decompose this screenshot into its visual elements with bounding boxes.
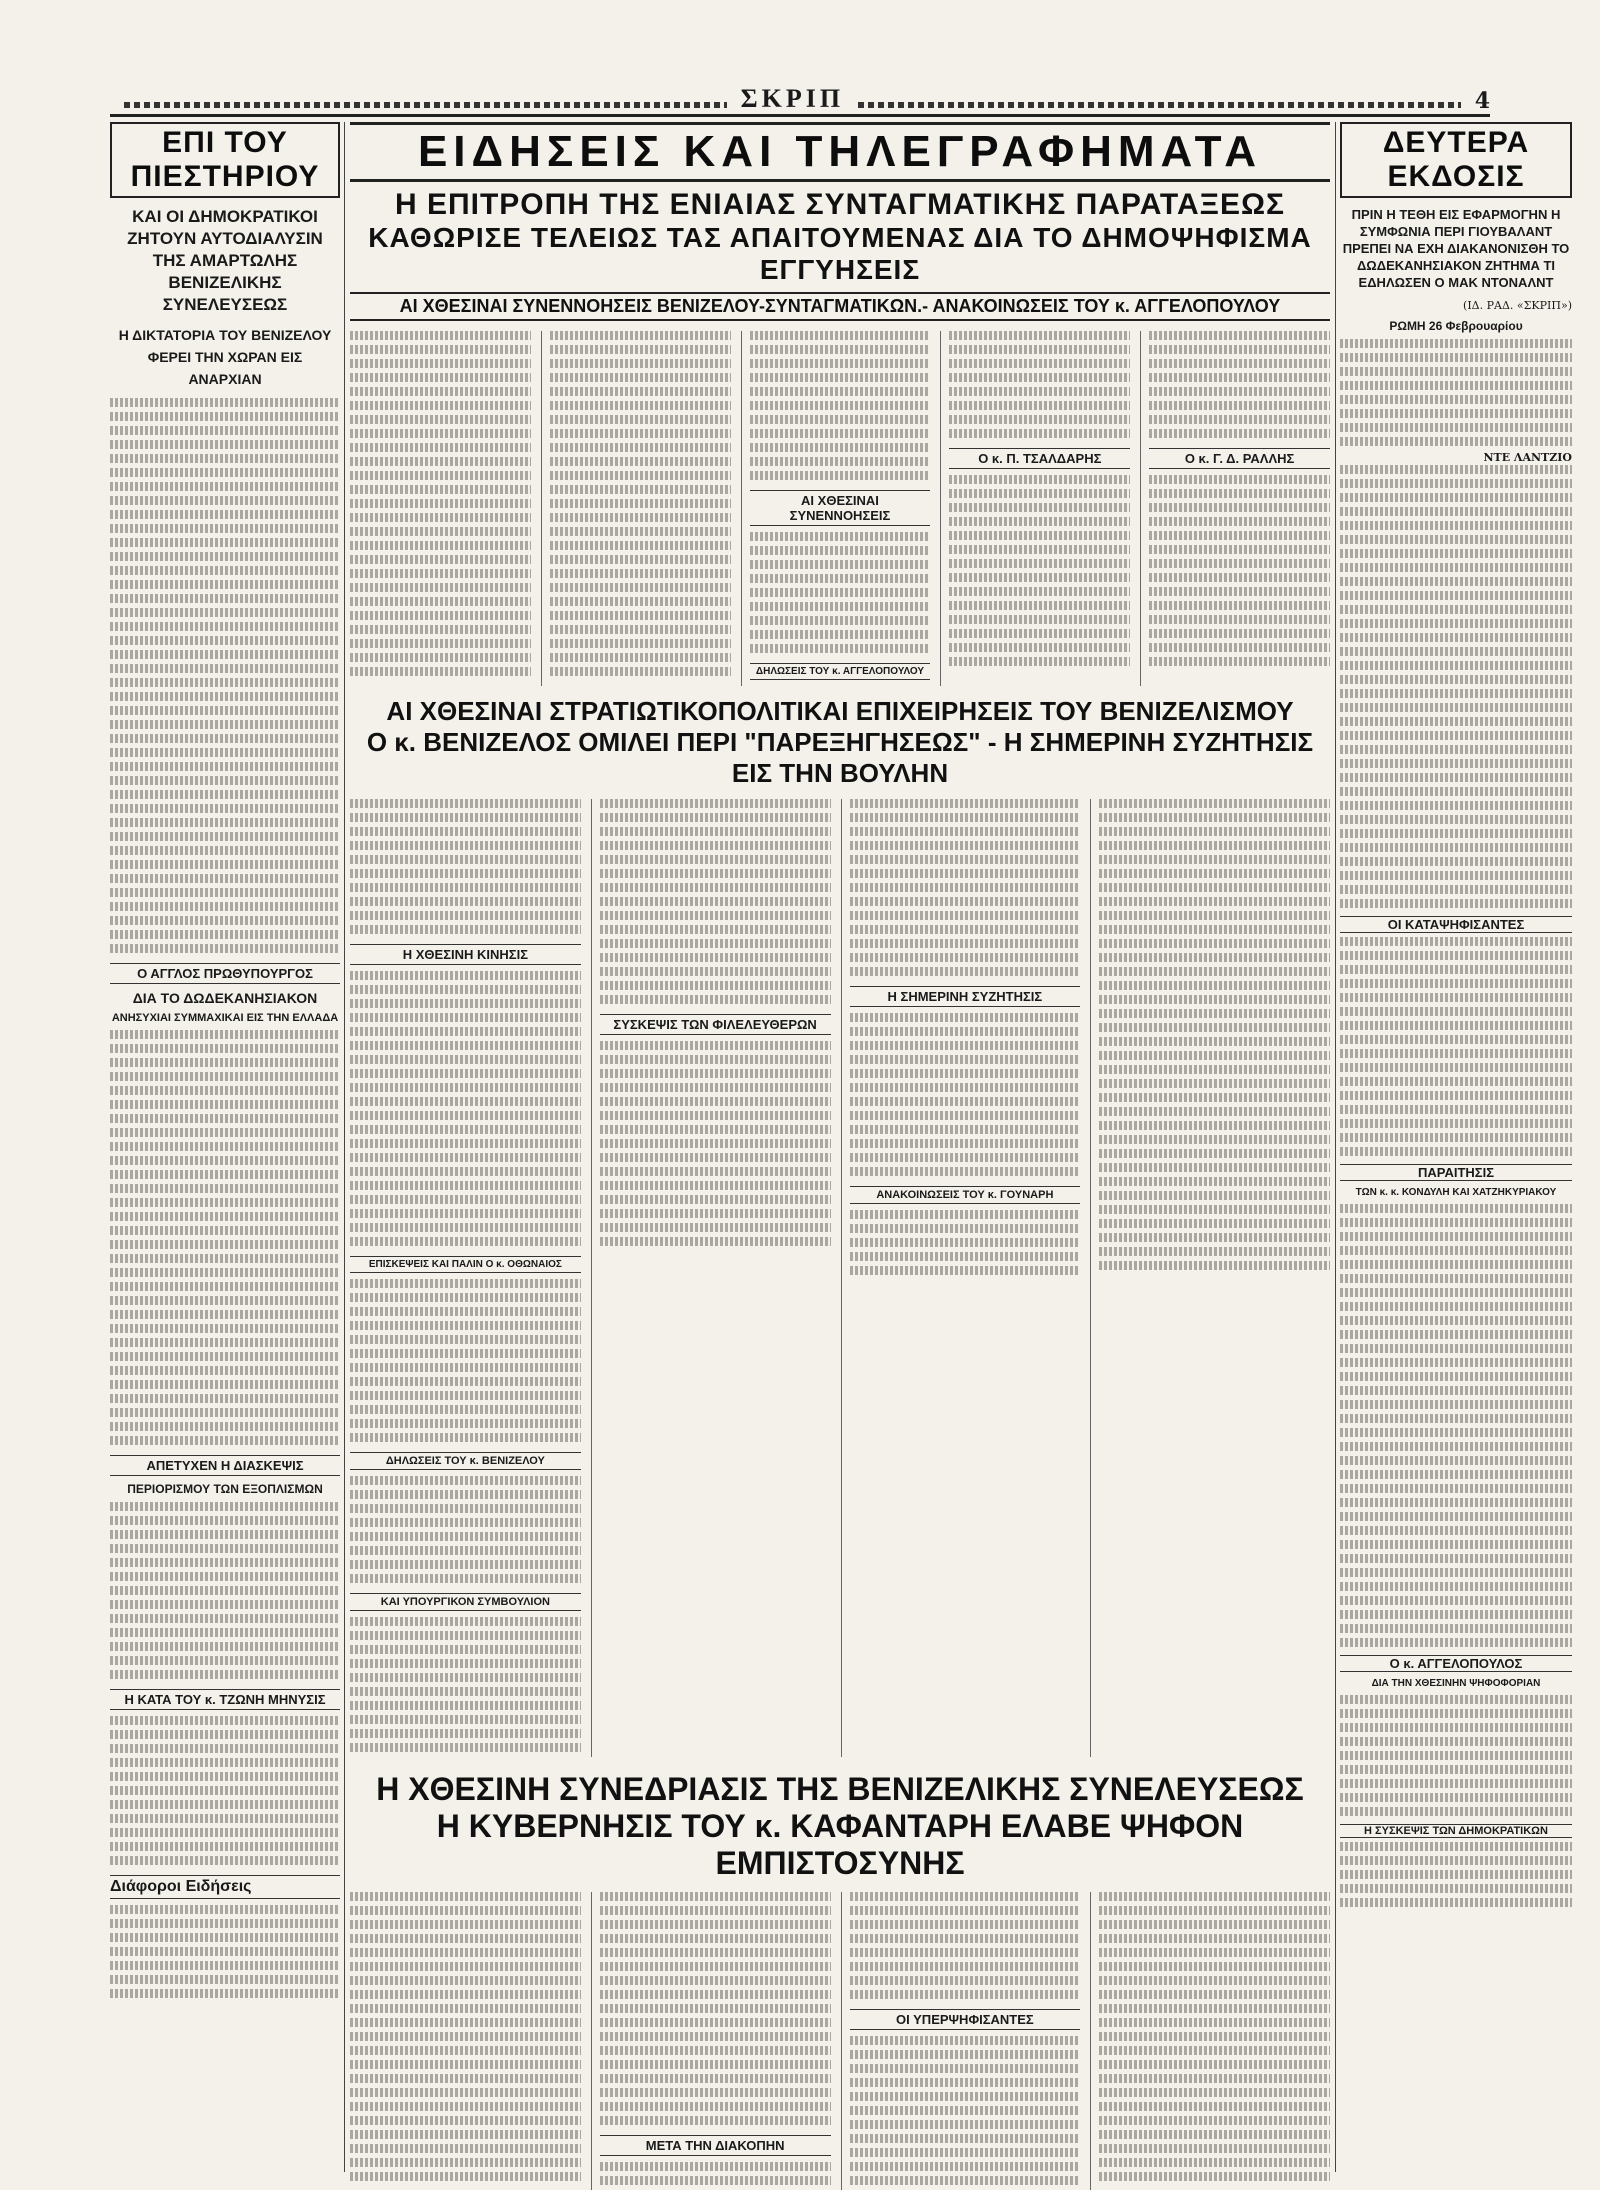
center-bot-col-b	[591, 1892, 831, 2190]
right-headline: ΔΕΥΤΕΡΑ ΕΚΔΟΣΙΣ	[1340, 122, 1572, 198]
center-bot-col-a	[350, 1892, 581, 2190]
right-lead: ΠΡΙΝ Η ΤΕΘΗ ΕΙΣ ΕΦΑΡΜΟΓΗΝ Η ΣΥΜΦΩΝΙΑ ΠΕΡΙ ΓΙΟΥΒΑΛΑΝΤ ΠΡΕΠΕΙ ΝΑ ΕΧΗ ΔΙΑΚΑΝΟΝΙΣΘΗ ΤΟ ΔΩΔΕΚΑΝΗΣΙΑΚΟΝ ΖΗΤΗΜΑ ΤΙ ΕΔΗΛΩΣΕΝ Ο ΜΑΚ ΝΤΟΝΑΛΝΤ	[1342, 207, 1570, 290]
column-divider	[344, 122, 345, 2172]
left-article-body	[110, 398, 340, 953]
left-subhead-pm-2: ΔΙΑ ΤΟ ΔΩΔΕΚΑΝΗΣΙΑΚΟΝ	[132, 990, 318, 1006]
center-subhead-yper: ΟΙ ΥΠΕΡΨΗΦΙΣΑΝΤΕΣ	[850, 2009, 1081, 2030]
center-bot-col-d	[1090, 1892, 1330, 2190]
center-banner-6: Η ΧΘΕΣΙΝΗ ΣΥΝΕΔΡΙΑΣΙΣ ΤΗΣ ΒΕΝΙΖΕΛΙΚΗΣ ΣΥΝΕΛΕΥΣΕΩΣ	[376, 1771, 1304, 1807]
left-column	[110, 122, 340, 2003]
page-number: 4	[1474, 88, 1491, 114]
center-subhead-gounaris: ΑΝΑΚΟΙΝΩΣΕΙΣ ΤΟΥ κ. ΓΟΥΝΑΡΗ	[850, 1186, 1081, 1204]
center-subhead-syskepsis: ΣΥΣΚΕΨΙΣ ΤΩΝ ΦΙΛΕΛΕΥΘΕΡΩΝ	[600, 1014, 831, 1035]
right-rome: ΡΩΜΗ 26 Φεβρουαρίου	[1389, 319, 1523, 333]
center-col-d	[940, 331, 1130, 686]
right-subhead-aggelopoulos-2: ΔΙΑ ΤΗΝ ΧΘΕΣΙΝΗΝ ΨΗΦΟΦΟΡΙΑΝ	[1371, 1678, 1541, 1689]
masthead-rule-right	[858, 102, 1461, 108]
right-subhead-aggelopoulos: Ο κ. ΑΓΓΕΛΟΠΟΥΛΟΣ	[1340, 1655, 1572, 1672]
masthead-rule-left	[124, 102, 727, 108]
center-headline: ΕΙΔΗΣΕΙΣ ΚΑΙ ΤΗΛΕΓΡΑΦΗΜΑΤΑ	[350, 122, 1330, 182]
center-mid-col-c	[841, 799, 1081, 1757]
center-banner-3: ΑΙ ΧΘΕΣΙΝΑΙ ΣΥΝΕΝΝΟΗΣΕΙΣ ΒΕΝΙΖΕΛΟΥ-ΣΥΝΤΑΓΜΑΤΙΚΩΝ.- ΑΝΑΚΟΙΝΩΣΕΙΣ ΤΟΥ κ. ΑΓΓΕΛΟΠΟΥΛΟΥ	[350, 292, 1330, 321]
center-mid-columns	[350, 799, 1330, 1757]
masthead-title: ΣΚΡΙΠ	[740, 84, 845, 113]
center-mid-col-b	[591, 799, 831, 1757]
left-subhead-conf: ΑΠΕΤΥΧΕΝ Η ΔΙΑΣΚΕΨΙΣ	[110, 1455, 340, 1476]
left-article-misc	[110, 1905, 340, 1998]
center-subhead-tsaldaris: Ο κ. Π. ΤΣΑΛΔΑΡΗΣ	[949, 448, 1130, 469]
center-col-c	[741, 331, 931, 686]
left-article-conf	[110, 1502, 340, 1679]
center-subhead-ypourgikon: ΚΑΙ ΥΠΟΥΡΓΙΚΟΝ ΣΥΜΒΟΥΛΙΟΝ	[350, 1593, 581, 1611]
center-subhead-othonaios: ΕΠΙΣΚΕΨΕΙΣ ΚΑΙ ΠΑΛΙΝ Ο κ. ΟΘΩΝΑΙΟΣ	[350, 1256, 581, 1273]
center-banner-2: ΚΑΘΩΡΙΣΕ ΤΕΛΕΙΩΣ ΤΑΣ ΑΠΑΙΤΟΥΜΕΝΑΣ ΔΙΑ ΤΟ ΔΗΜΟΨΗΦΙΣΜΑ ΕΓΓΥΗΣΕΙΣ	[368, 222, 1312, 285]
center-subhead-venizelou: ΔΗΛΩΣΕΙΣ ΤΟΥ κ. ΒΕΝΙΖΕΛΟΥ	[350, 1452, 581, 1470]
left-headline: ΕΠΙ ΤΟΥ ΠΙΕΣΤΗΡΙΟΥ	[110, 122, 340, 198]
left-subhead-pm-3: ΑΝΗΣΥΧΙΑΙ ΣΥΜΜΑΧΙΚΑΙ ΕΙΣ ΤΗΝ ΕΛΛΑΔΑ	[111, 1012, 339, 1024]
center-banner-1: Η ΕΠΙΤΡΟΠΗ ΤΗΣ ΕΝΙΑΙΑΣ ΣΥΝΤΑΓΜΑΤΙΚΗΣ ΠΑΡΑΤΑΞΕΩΣ	[394, 188, 1286, 221]
right-dateline: (ΙΔ. ΡΑΔ. «ΣΚΡΙΠ»)	[1463, 299, 1572, 312]
right-article-dimokratikon	[1340, 1842, 1572, 1907]
center-mid-col-d	[1090, 799, 1330, 1757]
center-subhead-dil-aggel: ΔΗΛΩΣΕΙΣ ΤΟΥ κ. ΑΓΓΕΛΟΠΟΥΛΟΥ	[750, 663, 931, 680]
right-subhead-paraitisis: ΠΑΡΑΙΤΗΣΙΣ	[1340, 1164, 1572, 1181]
center-mid-col-a	[350, 799, 581, 1757]
right-column	[1340, 122, 1572, 1912]
right-signature: ΝΤΕ ΛΑΝΤΖΙΟ	[1483, 451, 1572, 464]
right-list-1	[1340, 465, 1572, 908]
left-lead: ΚΑΙ ΟΙ ΔΗΜΟΚΡΑΤΙΚΟΙ ΖΗΤΟΥΝ ΑΥΤΟΔΙΑΛΥΣΙΝ ΤΗΣ ΑΜΑΡΤΩΛΗΣ ΒΕΝΙΖΕΛΙΚΗΣ ΣΥΝΕΛΕΥΣΕΩΣ	[127, 207, 323, 314]
left-lead-2: Η ΔΙΚΤΑΤΟΡΙΑ ΤΟΥ ΒΕΝΙΖΕΛΟΥ ΦΕΡΕΙ ΤΗΝ ΧΩΡΑΝ ΕΙΣ ΑΝΑΡΧΙΑΝ	[118, 327, 332, 387]
left-subhead-pm: Ο ΑΓΓΛΟΣ ΠΡΩΘΥΠΟΥΡΓΟΣ	[110, 963, 340, 984]
center-subhead-synennoisis: ΑΙ ΧΘΕΣΙΝΑΙ ΣΥΝΕΝΝΟΗΣΕΙΣ	[750, 490, 931, 526]
center-banner-5: Ο κ. ΒΕΝΙΖΕΛΟΣ ΟΜΙΛΕΙ ΠΕΡΙ "ΠΑΡΕΞΗΓΗΣΕΩΣ" - Η ΣΗΜΕΡΙΝΗ ΣΥΖΗΤΗΣΙΣ ΕΙΣ ΤΗΝ ΒΟΥΛΗΝ	[366, 727, 1314, 788]
center-subhead-syzitisis: Η ΣΗΜΕΡΙΝΗ ΣΥΖΗΤΗΣΙΣ	[850, 986, 1081, 1007]
center-col-e	[1140, 331, 1330, 686]
center-subhead-diakopi: ΜΕΤΑ ΤΗΝ ΔΙΑΚΟΠΗΝ	[600, 2135, 831, 2156]
right-article-rome	[1340, 339, 1572, 446]
left-subhead-conf-2: ΠΕΡΙΟΡΙΣΜΟΥ ΤΩΝ ΕΞΟΠΛΙΣΜΩΝ	[127, 1482, 323, 1496]
center-column	[350, 122, 1330, 2190]
right-subhead-paraitisis-2: ΤΩΝ κ. κ. ΚΟΝΔΥΛΗ ΚΑΙ ΧΑΤΖΗΚΥΡΙΑΚΟΥ	[1355, 1187, 1557, 1198]
masthead	[110, 80, 1490, 117]
center-banner-7: Η ΚΥΒΕΡΝΗΣΙΣ ΤΟΥ κ. ΚΑΦΑΝΤΑΡΗ ΕΛΑΒΕ ΨΗΦΟΝ ΕΜΠΙΣΤΟΣΥΝΗΣ	[436, 1808, 1244, 1881]
right-article-aggelopoulos	[1340, 1695, 1572, 1816]
right-list-kata	[1340, 937, 1572, 1156]
center-subhead-kinisis: Η ΧΘΕΣΙΝΗ ΚΙΝΗΣΙΣ	[350, 944, 581, 965]
column-divider	[1335, 122, 1336, 2172]
left-subhead-lawsuit: Η ΚΑΤΑ ΤΟΥ κ. ΤΖΩΝΗ ΜΗΝΥΣΙΣ	[110, 1689, 340, 1710]
left-article-pm	[110, 1030, 340, 1445]
center-banner-4: ΑΙ ΧΘΕΣΙΝΑΙ ΣΤΡΑΤΙΩΤΙΚΟΠΟΛΙΤΙΚΑΙ ΕΠΙΧΕΙΡΗΣΕΙΣ ΤΟΥ ΒΕΝΙΖΕΛΙΣΜΟΥ	[386, 696, 1294, 726]
center-col-a	[350, 331, 531, 686]
center-col-b	[541, 331, 731, 686]
left-subhead-misc: Διάφοροι Ειδήσεις	[110, 1875, 340, 1899]
right-article-paraitisis	[1340, 1204, 1572, 1647]
center-subhead-rallis: Ο κ. Γ. Δ. ΡΑΛΛΗΣ	[1149, 448, 1330, 469]
right-subhead-dimokratikon: Η ΣΥΣΚΕΨΙΣ ΤΩΝ ΔΗΜΟΚΡΑΤΙΚΩΝ	[1340, 1824, 1572, 1838]
center-top-columns	[350, 331, 1330, 686]
left-article-lawsuit	[110, 1716, 340, 1865]
center-bottom-columns	[350, 1892, 1330, 2190]
center-bot-col-c	[841, 1892, 1081, 2190]
right-subhead-katapsifisantes: ΟΙ ΚΑΤΑΨΗΦΙΣΑΝΤΕΣ	[1340, 916, 1572, 933]
